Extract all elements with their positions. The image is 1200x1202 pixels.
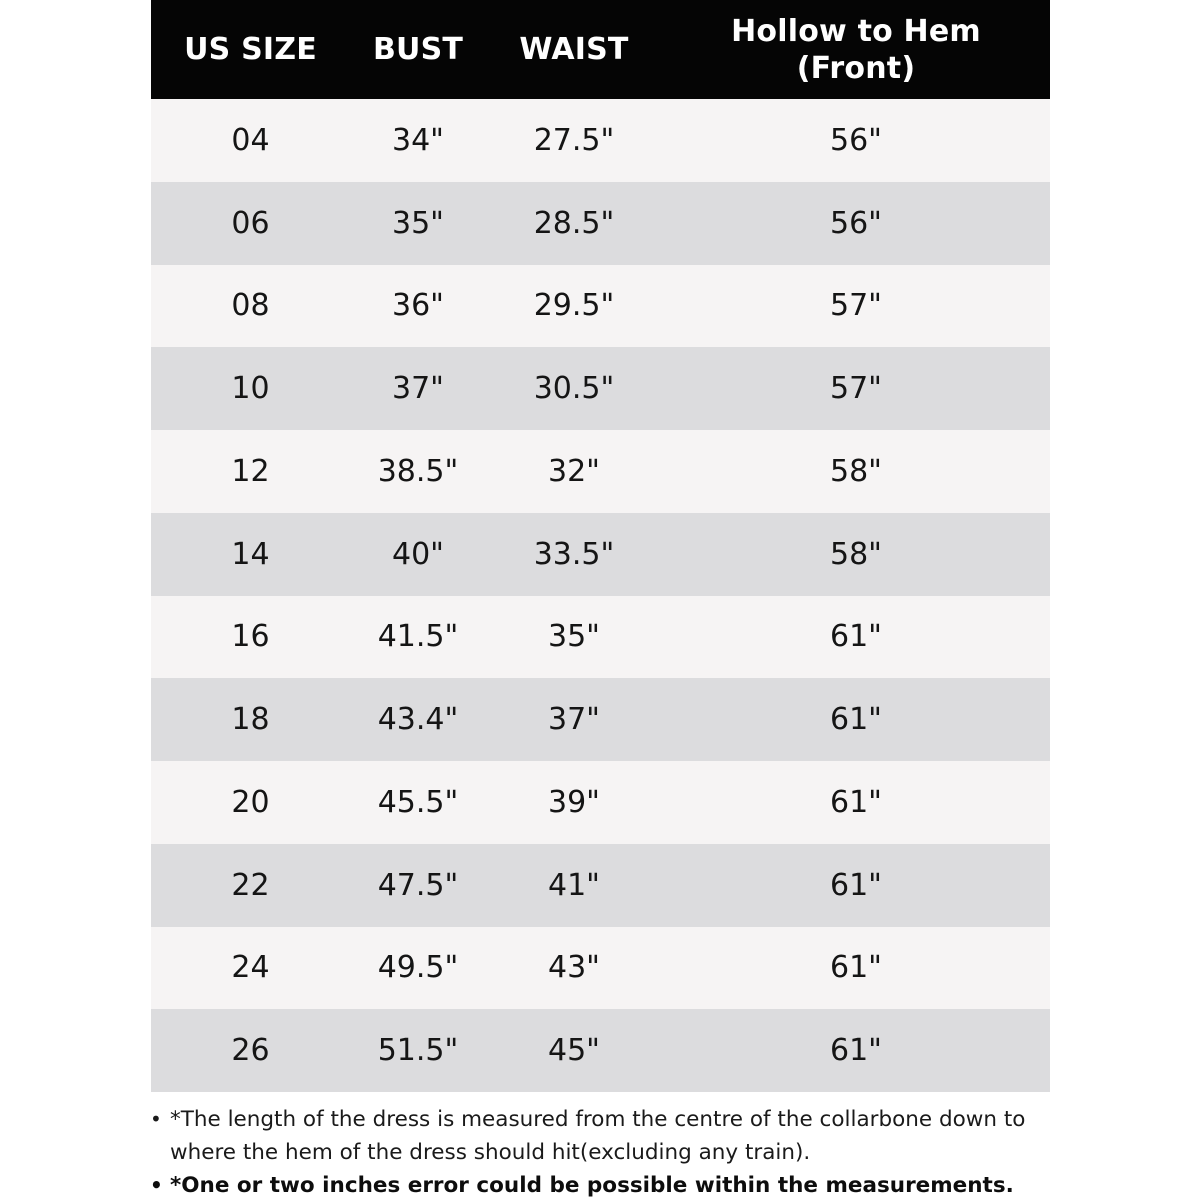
cell-hem: 57" (830, 371, 882, 407)
cell-waist: 41" (548, 867, 600, 903)
table-row (151, 99, 1050, 182)
cell-bust: 51.5" (377, 1033, 459, 1069)
cell-hem: 56" (830, 205, 882, 241)
cell-size: 20 (231, 784, 270, 820)
cell-waist: 28.5" (533, 205, 615, 241)
table-row (151, 927, 1050, 1010)
table-row (151, 513, 1050, 596)
header-hollow-to-hem (662, 0, 1050, 99)
cell-hem: 61" (830, 619, 882, 655)
cell-hem: 56" (830, 122, 882, 158)
cell-size: 08 (231, 288, 270, 324)
cell-size: 12 (231, 453, 270, 489)
cell-waist: 32" (548, 453, 600, 489)
cell-hem: 58" (830, 453, 882, 489)
cell-size: 04 (231, 122, 270, 158)
note-dress-length (150, 1103, 1070, 1169)
cell-waist: 27.5" (533, 122, 615, 158)
size-chart-table (151, 0, 1050, 1092)
note-measurement-error (150, 1169, 1070, 1202)
header-bust: BUST (372, 32, 464, 67)
cell-bust: 40" (392, 536, 444, 572)
cell-waist: 43" (548, 950, 600, 986)
cell-bust: 34" (392, 122, 444, 158)
header-hem-line1: Hollow to Hem (731, 13, 981, 49)
cell-bust: 45.5" (377, 784, 459, 820)
table-header (151, 0, 1050, 99)
cell-hem: 57" (830, 288, 882, 324)
cell-size: 24 (231, 950, 270, 986)
cell-size: 22 (231, 867, 270, 903)
cell-hem: 58" (830, 536, 882, 572)
cell-waist: 33.5" (533, 536, 615, 572)
cell-hem: 61" (830, 1033, 882, 1069)
cell-bust: 41.5" (377, 619, 459, 655)
table-row (151, 182, 1050, 265)
cell-bust: 35" (392, 205, 444, 241)
cell-waist: 37" (548, 702, 600, 738)
cell-size: 26 (231, 1033, 270, 1069)
cell-size: 06 (231, 205, 270, 241)
cell-waist: 39" (548, 784, 600, 820)
table-row (151, 678, 1050, 761)
cell-size: 14 (231, 536, 270, 572)
cell-hem: 61" (830, 784, 882, 820)
cell-hem: 61" (830, 950, 882, 986)
header-us-size: US SIZE (184, 32, 317, 67)
table-row (151, 761, 1050, 844)
measurement-notes (150, 1103, 1070, 1202)
cell-size: 10 (231, 371, 270, 407)
header-hem-line2: (Front) (796, 50, 916, 86)
table-row (151, 596, 1050, 679)
cell-hem: 61" (830, 867, 882, 903)
cell-waist: 29.5" (533, 288, 615, 324)
note-line: where the hem of the dress should hit(excluding any train). (170, 1140, 811, 1165)
cell-waist: 45" (548, 1033, 600, 1069)
cell-size: 18 (231, 702, 270, 738)
cell-bust: 38.5" (377, 453, 459, 489)
header-waist: WAIST (519, 32, 629, 67)
cell-bust: 47.5" (377, 867, 459, 903)
note-line: *One or two inches error could be possible within the measurements. (170, 1173, 1014, 1198)
table-row (151, 844, 1050, 927)
table-row (151, 430, 1050, 513)
table-row (151, 347, 1050, 430)
cell-waist: 30.5" (533, 371, 615, 407)
table-row (151, 1009, 1050, 1092)
note-line: *The length of the dress is measured from the centre of the collarbone down to (170, 1107, 1026, 1132)
cell-bust: 49.5" (377, 950, 459, 986)
cell-hem: 61" (830, 702, 882, 738)
cell-bust: 36" (392, 288, 444, 324)
cell-bust: 37" (392, 371, 444, 407)
cell-waist: 35" (548, 619, 600, 655)
cell-size: 16 (231, 619, 270, 655)
bullet-icon: • (150, 1173, 163, 1197)
cell-bust: 43.4" (377, 702, 459, 738)
table-row (151, 265, 1050, 348)
bullet-icon: • (150, 1107, 162, 1131)
